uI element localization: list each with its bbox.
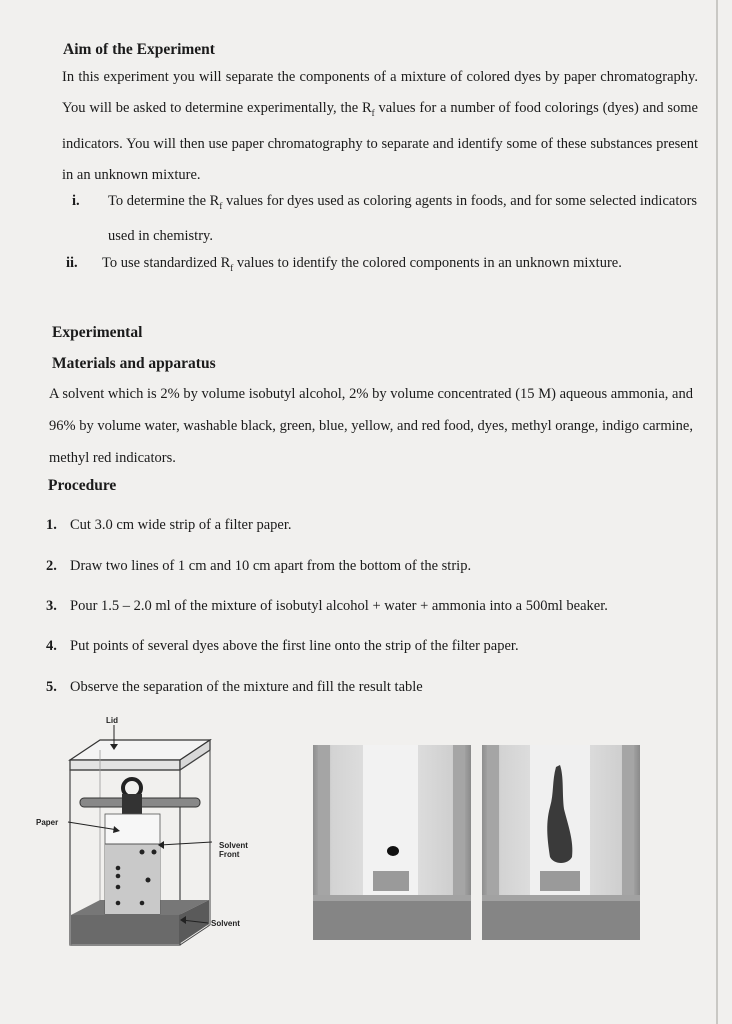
solvent-label: Solvent (211, 919, 240, 928)
photo-after-development (482, 745, 640, 940)
page-edge (716, 0, 718, 1024)
procedure-step: 5. Observe the separation of the mixture and fill the result table (46, 679, 423, 695)
objective-1 (72, 186, 698, 251)
objective-text: To determine the $R_f$ values for dyes used as coloring agents in foods, and for some selected indicators used in chemistry. (108, 193, 698, 244)
photo-before-development (313, 745, 471, 940)
objective-text: To use standardized $R_f$ values to identify the colored components in an unknown mixture. (102, 255, 622, 273)
objective-number: i. (72, 193, 80, 209)
experimental-heading: Experimental (52, 324, 143, 341)
procedure-heading: Procedure (48, 477, 117, 494)
paper-label: Paper (36, 818, 59, 827)
aim-paragraph: In this experiment you will separate the components of a mixture of colored dyes by paper chromatography. You will be asked to determine experimentally, the $R_f$ values for a number of food colorings (dyes) and some indicators. You will then use paper chromatography to separate and identify some of these substances present in an unknown mixture. (62, 69, 698, 183)
procedure-step: 2. Draw two lines of 1 cm and 10 cm apart from the bottom of the strip. (46, 558, 472, 574)
procedure-step: 1. Cut 3.0 cm wide strip of a filter paper. (46, 517, 292, 533)
objective-2 (66, 248, 698, 283)
materials-text: A solvent which is 2% by volume isobutyl alcohol, 2% by volume concentrated (15 M) aqueous ammonia, and 96% by volume water, washable black, green, blue, yellow, and red food, dyes, methyl orange, indigo carmine, methyl red indicators. (49, 386, 693, 466)
solvent-front-label: Solvent Front (219, 841, 248, 859)
objective-number: ii. (66, 255, 78, 271)
lid-label: Lid (106, 716, 118, 725)
aim-heading: Aim of the Experiment (63, 41, 215, 58)
materials-heading: Materials and apparatus (52, 355, 216, 372)
procedure-step: 4. Put points of several dyes above the first line onto the strip of the filter paper. (46, 638, 519, 654)
procedure-step: 3. Pour 1.5 – 2.0 ml of the mixture of isobutyl alcohol + water + ammonia into a 500ml beaker. (46, 598, 608, 614)
